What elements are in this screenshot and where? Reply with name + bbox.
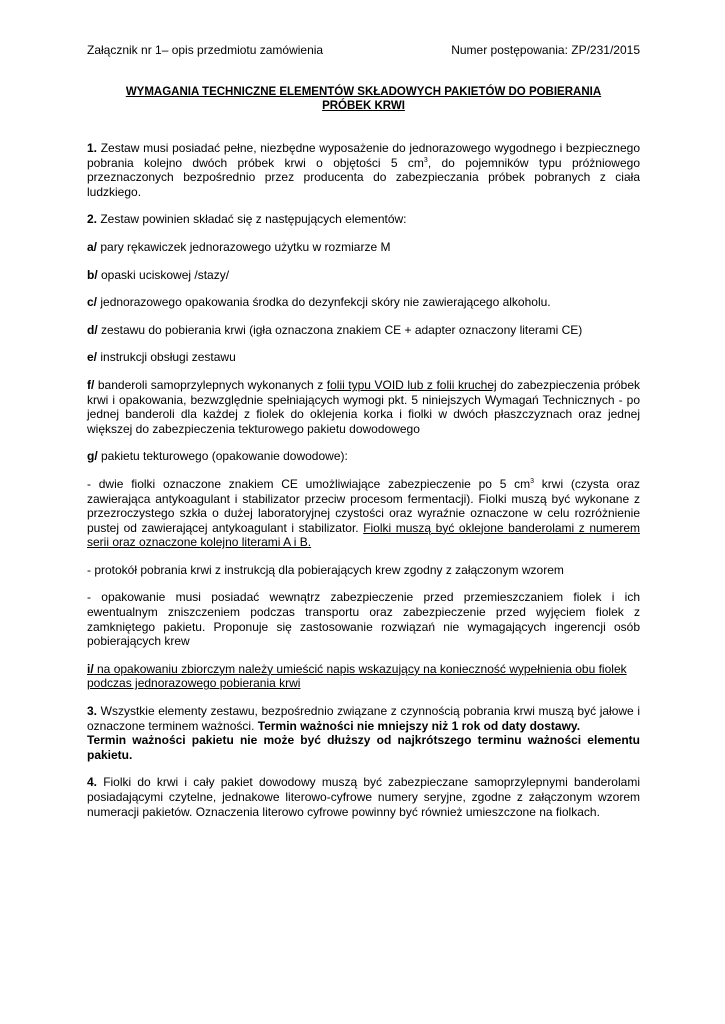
- item-d-label: d/: [87, 322, 98, 337]
- document-title: [87, 85, 640, 113]
- item-b: [87, 268, 640, 283]
- item-e-label: e/: [87, 350, 98, 365]
- section-1-text-b: , do pojemników typu próżniowego przeznaczonych bezpośrednio przez producenta do zabezpieczania próbek pobranych z ciała ludzkiego.: [87, 155, 640, 199]
- item-c: [87, 295, 640, 310]
- item-g-vials: [87, 477, 640, 550]
- item-b-label: b/: [87, 267, 98, 282]
- item-g-text: pakietu tekturowego (opakowanie dowodowe):: [97, 449, 348, 464]
- section-2-text: Zestaw powinien składać się z następujących elementów:: [97, 212, 407, 227]
- section-2-number: 2.: [87, 212, 98, 227]
- section-3-number: 3.: [87, 704, 98, 719]
- section-4: [87, 775, 640, 819]
- section-1: [87, 141, 640, 199]
- section-3-bold-a: Termin ważności nie mniejszy niż 1 rok od daty dostawy.: [257, 718, 581, 733]
- item-d: [87, 323, 640, 338]
- item-f-underlined-text: folii typu VOID lub z folii kruchej: [326, 377, 497, 392]
- section-1-superscript: 3: [423, 156, 428, 164]
- item-f-label: f/: [87, 377, 95, 392]
- title-line-1: WYMAGANIA TECHNICZNE ELEMENTÓW SKŁADOWYCH PAKIETÓW DO POBIERANIA: [125, 86, 602, 98]
- item-g-label: g/: [87, 449, 98, 464]
- item-c-label: c/: [87, 295, 98, 310]
- section-4-number: 4.: [87, 775, 98, 790]
- item-f-text-b: do zabezpieczenia próbek krwi i opakowania, bezwzględnie spełniających wymogi pkt. 5 niniejszych Wymagań Technicznych - po jednej banderoli dla każdej z fiolek do oklejenia korka i fiolki w dwóch płaszczyznach oraz jednej większej do zabezpieczenia tekturowego pakietu dowodowego: [87, 377, 641, 436]
- item-d-text: zestawu do pobierania krwi (igła oznaczona znakiem CE + adapter oznaczony literami CE): [97, 322, 583, 337]
- item-g: [87, 449, 640, 464]
- item-e-text: instrukcji obsługi zestawu: [97, 350, 236, 365]
- section-1-number: 1.: [87, 141, 98, 155]
- document-body: [87, 141, 640, 832]
- item-g-packaging: - opakowanie musi posiadać wewnątrz zabezpieczenie przed przemieszczaniem fiolek i ich ewentualnym zniszczeniem podczas transportu oraz zabezpieczenie przed wyjęciem fiolek z zamkniętego pakietu. Proponuje się zastosowanie rozwiązań nie wymagających ingerencji osób pobierających krew: [87, 590, 640, 649]
- item-e: [87, 350, 640, 365]
- item-i-text: na opakowaniu zbiorczym należy umieścić napis wskazujący na konieczność wypełnienia obu fiolek podczas jednorazowego pobierania krwi: [87, 661, 627, 691]
- item-a-label: a/: [87, 239, 98, 254]
- vials-superscript: 3: [530, 477, 535, 485]
- vials-text-a: - dwie fiolki oznaczone znakiem CE umożliwiające zabezpieczenie po 5 cm: [87, 476, 531, 491]
- item-g-protocol: - protokół pobrania krwi z instrukcją dla pobierających krew zgodny z załączonym wzorem: [87, 562, 564, 577]
- item-b-text: opaski uciskowej /stazy/: [97, 267, 230, 282]
- header-procedure-number: Numer postępowania: ZP/231/2015: [451, 43, 640, 57]
- section-1-text-a: Zestaw musi posiadać pełne, niezbędne wyposażenie do jednorazowego wygodnego i bezpiecznego pobrania kolejno dwóch próbek krwi o objętości 5 cm: [87, 141, 640, 170]
- header-attachment-label: Załącznik nr 1– opis przedmiotu zamówienia: [87, 43, 324, 57]
- section-3: [87, 704, 640, 762]
- section-2: [87, 212, 640, 227]
- section-3-bold-b: Termin ważności pakietu nie może być dłuższy od najkrótszego terminu ważności elementu pakietu.: [87, 733, 640, 762]
- item-a: [87, 240, 640, 255]
- title-line-2: PRÓBEK KRWI: [322, 100, 405, 112]
- section-3-text: Wszystkie elementy zestawu, bezpośrednio związane z czynnością pobrania krwi muszą być jałowe i oznaczone terminem ważności.: [87, 704, 640, 733]
- item-f-text-a: banderoli samoprzylepnych wykonanych z: [94, 377, 327, 392]
- item-f: [87, 378, 640, 436]
- vials-underlined-text: Fiolki muszą być oklejone banderolami z numerem serii oraz oznaczone kolejno literami A i B.: [87, 520, 640, 550]
- section-4-text: Fiolki do krwi i cały pakiet dowodowy muszą być zabezpieczane samoprzylepnymi banderolami posiadającymi czytelne, jednakowe literowo-cyfrowe numery seryjne, zgodne z załączonym wzorem numeracji pakietów. Oznaczenia literowo cyfrowe powinny być również umieszczone na fiolkach.: [87, 775, 640, 819]
- vials-text-b: krwi (czysta oraz zawierająca antykoagulant i stabilizator przeciw procesom fermentacji). Fiolki muszą być wykonane z przezroczystego szkła o dużej laboratoryjnej czystości oraz wyraźnie oznaczone w celu rozróżnienie pustej od zawierającej antykoagulant i stabilizator.: [87, 476, 640, 535]
- item-i: [87, 662, 640, 691]
- item-c-text: jednorazowego opakowania środka do dezynfekcji skóry nie zawierającego alkoholu.: [97, 295, 551, 310]
- item-i-label: i/: [87, 661, 94, 676]
- item-a-text: pary rękawiczek jednorazowego użytku w rozmiarze M: [97, 239, 391, 254]
